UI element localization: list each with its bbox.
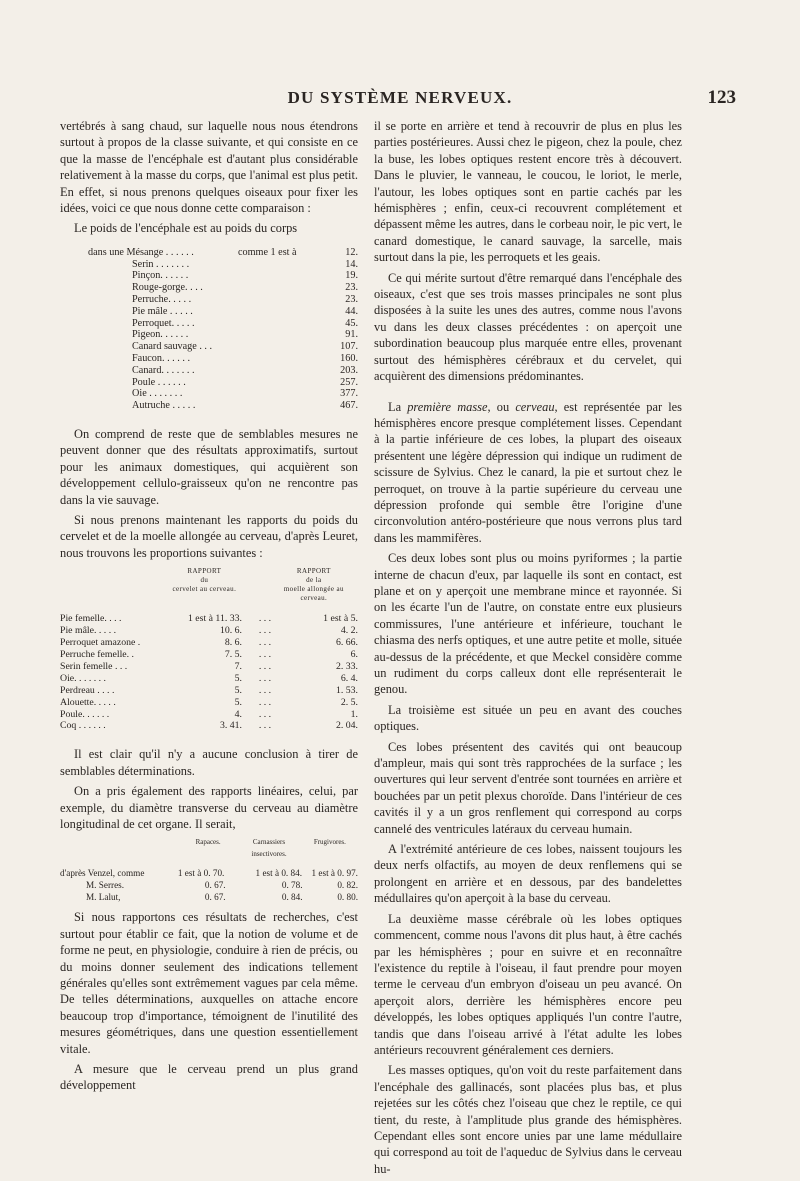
- table-cell-value: 23.: [345, 294, 358, 306]
- table-row: [60, 685, 358, 697]
- table-row: [60, 709, 358, 721]
- table-cell-name: Canard sauvage . . .: [132, 341, 213, 353]
- brain-weight-table: [88, 247, 358, 412]
- table-cell-name: Pie femelle. . . .: [60, 613, 122, 625]
- paragraph: On comprend de reste que de semblables mesures ne peuvent donner que des résultats approximatifs, surtout pour les animaux domestiques, qui acquièrent son développement cellulo-graisseux qu'on ne rencontre pas dans la vie sauvage.: [60, 427, 358, 507]
- table-cell-a: 8. 6.: [224, 637, 242, 649]
- table-cell-b: . . .: [258, 672, 272, 684]
- paragraph: A mesure que le cerveau prend un plus grand développement: [60, 1062, 358, 1093]
- table-cell-name: Poule. . . . . .: [60, 708, 110, 720]
- table-cell-a: 10. 6.: [219, 625, 242, 637]
- table-cell-value: 203.: [340, 364, 358, 376]
- table-cell-value: 91.: [345, 329, 358, 341]
- table-row: [88, 400, 358, 412]
- table-cell-name: Perroquet. . . . .: [132, 317, 195, 329]
- table-cell-b: . . .: [258, 708, 272, 720]
- table-cell-a: 7.: [234, 660, 242, 672]
- paragraph: Les masses optiques, qu'on voit du reste parfaitement dans l'encéphale des gallinacés, sont placées plus bas, et plus rejetées sur les côtés chez l'oiseau que chez le reptile, ce qui tient, du reste, à l'amplitude plus grande des hémisphères. Cependant elles sont encore unies par une lame médullaire qui correspond au toit de l'aqueduc de Sylvius dans le cerveau hu-: [374, 1063, 682, 1176]
- table-row: [88, 388, 358, 400]
- table-row: [88, 377, 358, 389]
- table-row: [60, 613, 358, 625]
- table-cell-name: Faucon. . . . . .: [132, 353, 191, 365]
- paragraph: Ce qui mérite surtout d'être remarqué dans l'encéphale des oiseaux, c'est que ses trois masses principales ne sont plus disposées à la suite les unes des autres, comme nous l'avons vu dans les deux classes précédentes : on aperçoit une subordination beaucoup plus marquée entre elles, provenant surtout des hémisphères cérébraux et du cervelet, qui acquièrent des dimensions prédominantes.: [374, 270, 682, 384]
- table-cell-a: 5.: [234, 684, 242, 696]
- table-cell-name: Perroquet amazone .: [60, 637, 141, 649]
- table-cell-value: 377.: [340, 388, 358, 400]
- table-cell-ratio: comme 1 est à: [238, 246, 297, 258]
- table-cell-ratio: [238, 388, 328, 400]
- table-row: [88, 341, 358, 353]
- table-cell-name: d'après Venzel, comme: [60, 868, 145, 879]
- paragraph: La troisième est située un peu en avant des couches optiques.: [374, 702, 682, 734]
- table-cell-ratio: [238, 400, 328, 412]
- table-header-cerebellum: RAPPORT du cervelet au cerveau.: [172, 567, 237, 594]
- emphasis: première masse: [407, 399, 488, 414]
- table-cell-b: . . .: [258, 660, 272, 672]
- table-cell-b: . . .: [258, 684, 272, 696]
- table-cell-name: Alouette. . . . .: [60, 696, 116, 708]
- table-cell-b: . . .: [258, 648, 272, 660]
- table-cell-c: 4. 2.: [340, 625, 358, 637]
- table-row: [88, 365, 358, 377]
- paragraph: Si nous prenons maintenant les rapports du poids du cervelet et de la moelle allongée au cerveau, d'après Leuret, nous trouvons les proportions suivantes :: [60, 513, 358, 560]
- table-cell-name: M. Lalut,: [86, 892, 121, 903]
- table-row: [88, 353, 358, 365]
- table-row: [60, 879, 358, 891]
- page-number: 123: [707, 87, 736, 108]
- table-cell-ratio: [238, 318, 328, 330]
- table-cell-name: Oie. . . . . . .: [60, 672, 106, 684]
- table-cell-b: 0. 78.: [281, 880, 303, 891]
- table-row: [60, 649, 358, 661]
- paragraph: A l'extrémité antérieure de ces lobes, naissent toujours les deux nerfs olfactifs, au moyen de deux renflemens qui se prolongent en arrière et en dessous, par des bandelettes médullaires qu'on aperçoit à la base du cerveau.: [374, 842, 682, 906]
- table-row: [88, 294, 358, 306]
- table-cell-c: 0. 82.: [337, 880, 358, 891]
- table-cell-ratio: [238, 259, 328, 271]
- table-cell-name: Serin . . . . . . .: [132, 258, 190, 270]
- table-cell-name: Perdreau . . . .: [60, 684, 115, 696]
- table-cell-value: 467.: [340, 400, 358, 412]
- table-cell-value: 14.: [345, 258, 358, 270]
- table-row: [88, 247, 358, 259]
- table-cell-ratio: [238, 353, 328, 365]
- table-cell-ratio: [238, 377, 328, 389]
- right-column: [374, 118, 682, 1181]
- paragraph: On a pris également des rapports linéaires, celui, par exemple, du diamètre transverse du cerveau au diamètre longitudinal de cet organe. Il serait,: [60, 784, 358, 831]
- table-cell-name: Autruche . . . . .: [132, 400, 196, 412]
- table-cell-a: 1 est à 0. 70.: [177, 868, 225, 879]
- table-cell-value: 160.: [340, 353, 358, 365]
- table-cell-c: 2. 04.: [335, 720, 358, 732]
- table-cell-name: Canard. . . . . . .: [132, 364, 195, 376]
- table-header-medulla: RAPPORT de la moelle allongée au cerveau.: [283, 567, 344, 603]
- table-cell-name: Pie mâle . . . . .: [132, 305, 193, 317]
- table-cell-a: 5.: [234, 696, 242, 708]
- table-cell-b: . . .: [258, 696, 272, 708]
- table-cell-ratio: [238, 306, 328, 318]
- table-row: [60, 720, 358, 732]
- table-cell-a: 3. 41.: [219, 720, 242, 732]
- paragraph: La première masse, ou cerveau, est représentée par les hémisphères encore presque complétement lisses. Cependant à la partie inférieure de ces lobes, la plupart des oiseaux présentent une légère dépression qui indique un rudiment de scissure de Sylvius. Chez le canard, la pie et surtout chez le perroquet, on trouve à la partie supérieure du cerveau une dépression profonde qui semble être l'origine d'une circonvolution antéro-postérieure que nous verrons plus tard dans les mammifères.: [374, 399, 683, 545]
- table-cell-a: 0. 67.: [204, 880, 226, 891]
- paragraph: Il est clair qu'il n'y a aucune conclusion à tirer de semblables déterminations.: [60, 747, 358, 778]
- paragraph: Le poids de l'encéphale est au poids du corps: [74, 221, 298, 236]
- table-cell-c: 6.: [350, 648, 358, 660]
- table-header: Frugivores.: [313, 838, 346, 847]
- table-cell-b: 1 est à 0. 84.: [255, 868, 302, 879]
- table-cell-b: . . .: [258, 720, 272, 732]
- table-row: [88, 282, 358, 294]
- table-cell-name: Poule . . . . . .: [132, 376, 186, 388]
- table-cell-c: 1 est à 5.: [323, 613, 358, 625]
- table-cell-name: Pigeon. . . . . .: [132, 329, 189, 341]
- table-cell-c: 6. 66.: [335, 637, 358, 649]
- table-cell-b: 0. 84.: [281, 892, 303, 903]
- table-cell-ratio: [238, 329, 328, 341]
- table-row: [88, 259, 358, 271]
- table-cell-value: 257.: [340, 376, 358, 388]
- table-cell-value: 12.: [345, 246, 358, 258]
- table-cell-ratio: [238, 365, 328, 377]
- table-cell-c: 6. 4.: [340, 672, 358, 684]
- emphasis: cerveau: [515, 399, 555, 414]
- table-row: [88, 306, 358, 318]
- table-cell-c: 1.: [350, 708, 358, 720]
- table-header: Carnassiers insectivores.: [251, 838, 287, 859]
- table-header: Rapaces.: [195, 838, 221, 847]
- table-cell-a: 1 est à 11. 33.: [187, 613, 242, 625]
- paragraph: vertébrés à sang chaud, sur laquelle nous nous étendrons surtout à propos de la classe suivante, et qui consiste en ce que la masse de l'encéphale est d'autant plus considérable relativement à la masse du corps, que l'animal est plus petit. En effet, si nous prenons quelques oiseaux pour fixer les idées, voici ce que nous donne cette comparaison :: [60, 119, 358, 216]
- table-cell-ratio: [238, 282, 328, 294]
- table-cell-name: Coq . . . . . .: [60, 720, 106, 732]
- page-header-title: DU SYSTÈME NERVEUX.: [287, 88, 513, 107]
- table-cell-b: . . .: [258, 613, 272, 625]
- running-header: [60, 88, 740, 112]
- table-cell-name: Serin femelle . . .: [60, 660, 128, 672]
- table-row: [60, 891, 358, 903]
- cerebellum-ratio-table: [60, 567, 358, 732]
- table-row: [60, 673, 358, 685]
- table-cell-value: 23.: [345, 282, 358, 294]
- table-cell-name: M. Serres.: [86, 880, 125, 891]
- paragraph: il se porte en arrière et tend à recouvrir de plus en plus les parties postérieures. Aussi chez le pigeon, chez la poule, chez la buse, les lobes optiques restent encore très à découvert. Dans le pluvier, le vanneau, le coucou, le loriot, le merle, l'autour, les lobes optiques sont en partie cachés par les hémisphères ; enfin, ceux-ci recouvrent complétement et dépassent même les autres, dans le corbeau noir, le pic vert, le canard domestique, le canard sauvage, la sarcelle, mais surtout dans la pie, les perroquets et les geais.: [374, 119, 682, 265]
- table-cell-ratio: [238, 270, 328, 282]
- paragraph: Ces deux lobes sont plus ou moins pyriformes ; la partie interne de chacun d'eux, par laquelle ils sont en contact, est plane et on y aperçoit une membrane mince et rayonnée. Si on les écarte l'un de l'autre, on constate entre eux plusieurs commissures, l'une antérieure et inférieure, touchant le chiasma des nerfs optiques, et une autre petite et molle, située au-dessus de la précédente, et que Meckel considère comme un rudiment du corps calleux dont elle représenterait le genou.: [374, 551, 682, 697]
- table-cell-value: 44.: [345, 305, 358, 317]
- table-cell-ratio: [238, 341, 328, 353]
- table-cell-value: 107.: [340, 341, 358, 353]
- table-row: [60, 637, 358, 649]
- paragraph: Si nous rapportons ces résultats de recherches, c'est surtout pour établir ce fait, que la notion de volume et de forme ne peut, en physiologie, conduire à rien de précis, ou du moins donner seulement des indications tellement générales qu'elles sont extrêmement vagues par cela même. De telles déterminations, auxquelles on attache encore beaucoup trop d'importance, témoignent de l'inutilité des mesures géométriques, dans une question essentiellement vitale.: [60, 910, 358, 1056]
- table-cell-name: Pie mâle. . . . .: [60, 625, 117, 637]
- table-cell-a: 4.: [234, 708, 242, 720]
- table-cell-name: Perruche. . . . .: [132, 294, 192, 306]
- table-cell-value: 45.: [345, 317, 358, 329]
- table-cell-c: 0. 80.: [337, 892, 358, 903]
- table-row: [88, 318, 358, 330]
- table-row: [88, 270, 358, 282]
- table-cell-c: 2. 33.: [335, 660, 358, 672]
- table-row: [60, 867, 358, 879]
- table-row: [88, 329, 358, 341]
- table-cell-ratio: [238, 294, 328, 306]
- table-cell-a: 5.: [234, 672, 242, 684]
- table-cell-name: Rouge-gorge. . . .: [132, 282, 203, 294]
- table-cell-value: 19.: [345, 270, 358, 282]
- table-cell-name: Oie . . . . . . .: [132, 388, 183, 400]
- table-cell-a: 0. 67.: [204, 892, 226, 903]
- paragraph: Ces lobes présentent des cavités qui ont beaucoup d'ampleur, mais qui sont très rapprochées de la surface ; les ouvertures qui leur servent d'entrée sont tournées en arrière et bouchées par un petit plexus choroïde. Dans l'intérieur de ces cavités il y a un gros renflement qui correspond au corps cannelé des ventricules latéraux du cerveau humain.: [374, 739, 682, 836]
- left-column: [60, 118, 358, 1098]
- paragraph: La deuxième masse cérébrale où les lobes optiques commencent, comme nous l'avons dit plus haut, à être cachés par les hémisphères ; pour en suivre et en reconnaître l'existence du reptile à l'oiseau, il faut prendre pour moyen terme le cerveau d'un embryon d'oiseau un peu avancé. On aperçoit alors, derrière les hémisphères encore peu développés, les lobes optiques appliqués l'un contre l'autre, tandis que dans l'oiseau arrivé à l'état adulte les lobes antérieurs recouvrent généralement ces derniers.: [374, 911, 682, 1057]
- table-cell-name: Perruche femelle. .: [60, 648, 134, 660]
- table-cell-name: Pinçon. . . . . .: [132, 270, 189, 282]
- table-cell-c: 1 est à 0. 97.: [311, 868, 358, 879]
- table-cell-b: . . .: [258, 637, 272, 649]
- table-cell-c: 2. 5.: [340, 696, 358, 708]
- table-cell-name: dans une Mésange . . . . . .: [88, 246, 194, 258]
- diameter-ratio-table: [60, 836, 358, 903]
- table-cell-c: 1. 53.: [335, 684, 358, 696]
- table-cell-a: 7. 5.: [224, 648, 242, 660]
- table-row: [60, 661, 358, 673]
- table-row: [60, 625, 358, 637]
- table-row: [60, 697, 358, 709]
- table-cell-b: . . .: [258, 625, 272, 637]
